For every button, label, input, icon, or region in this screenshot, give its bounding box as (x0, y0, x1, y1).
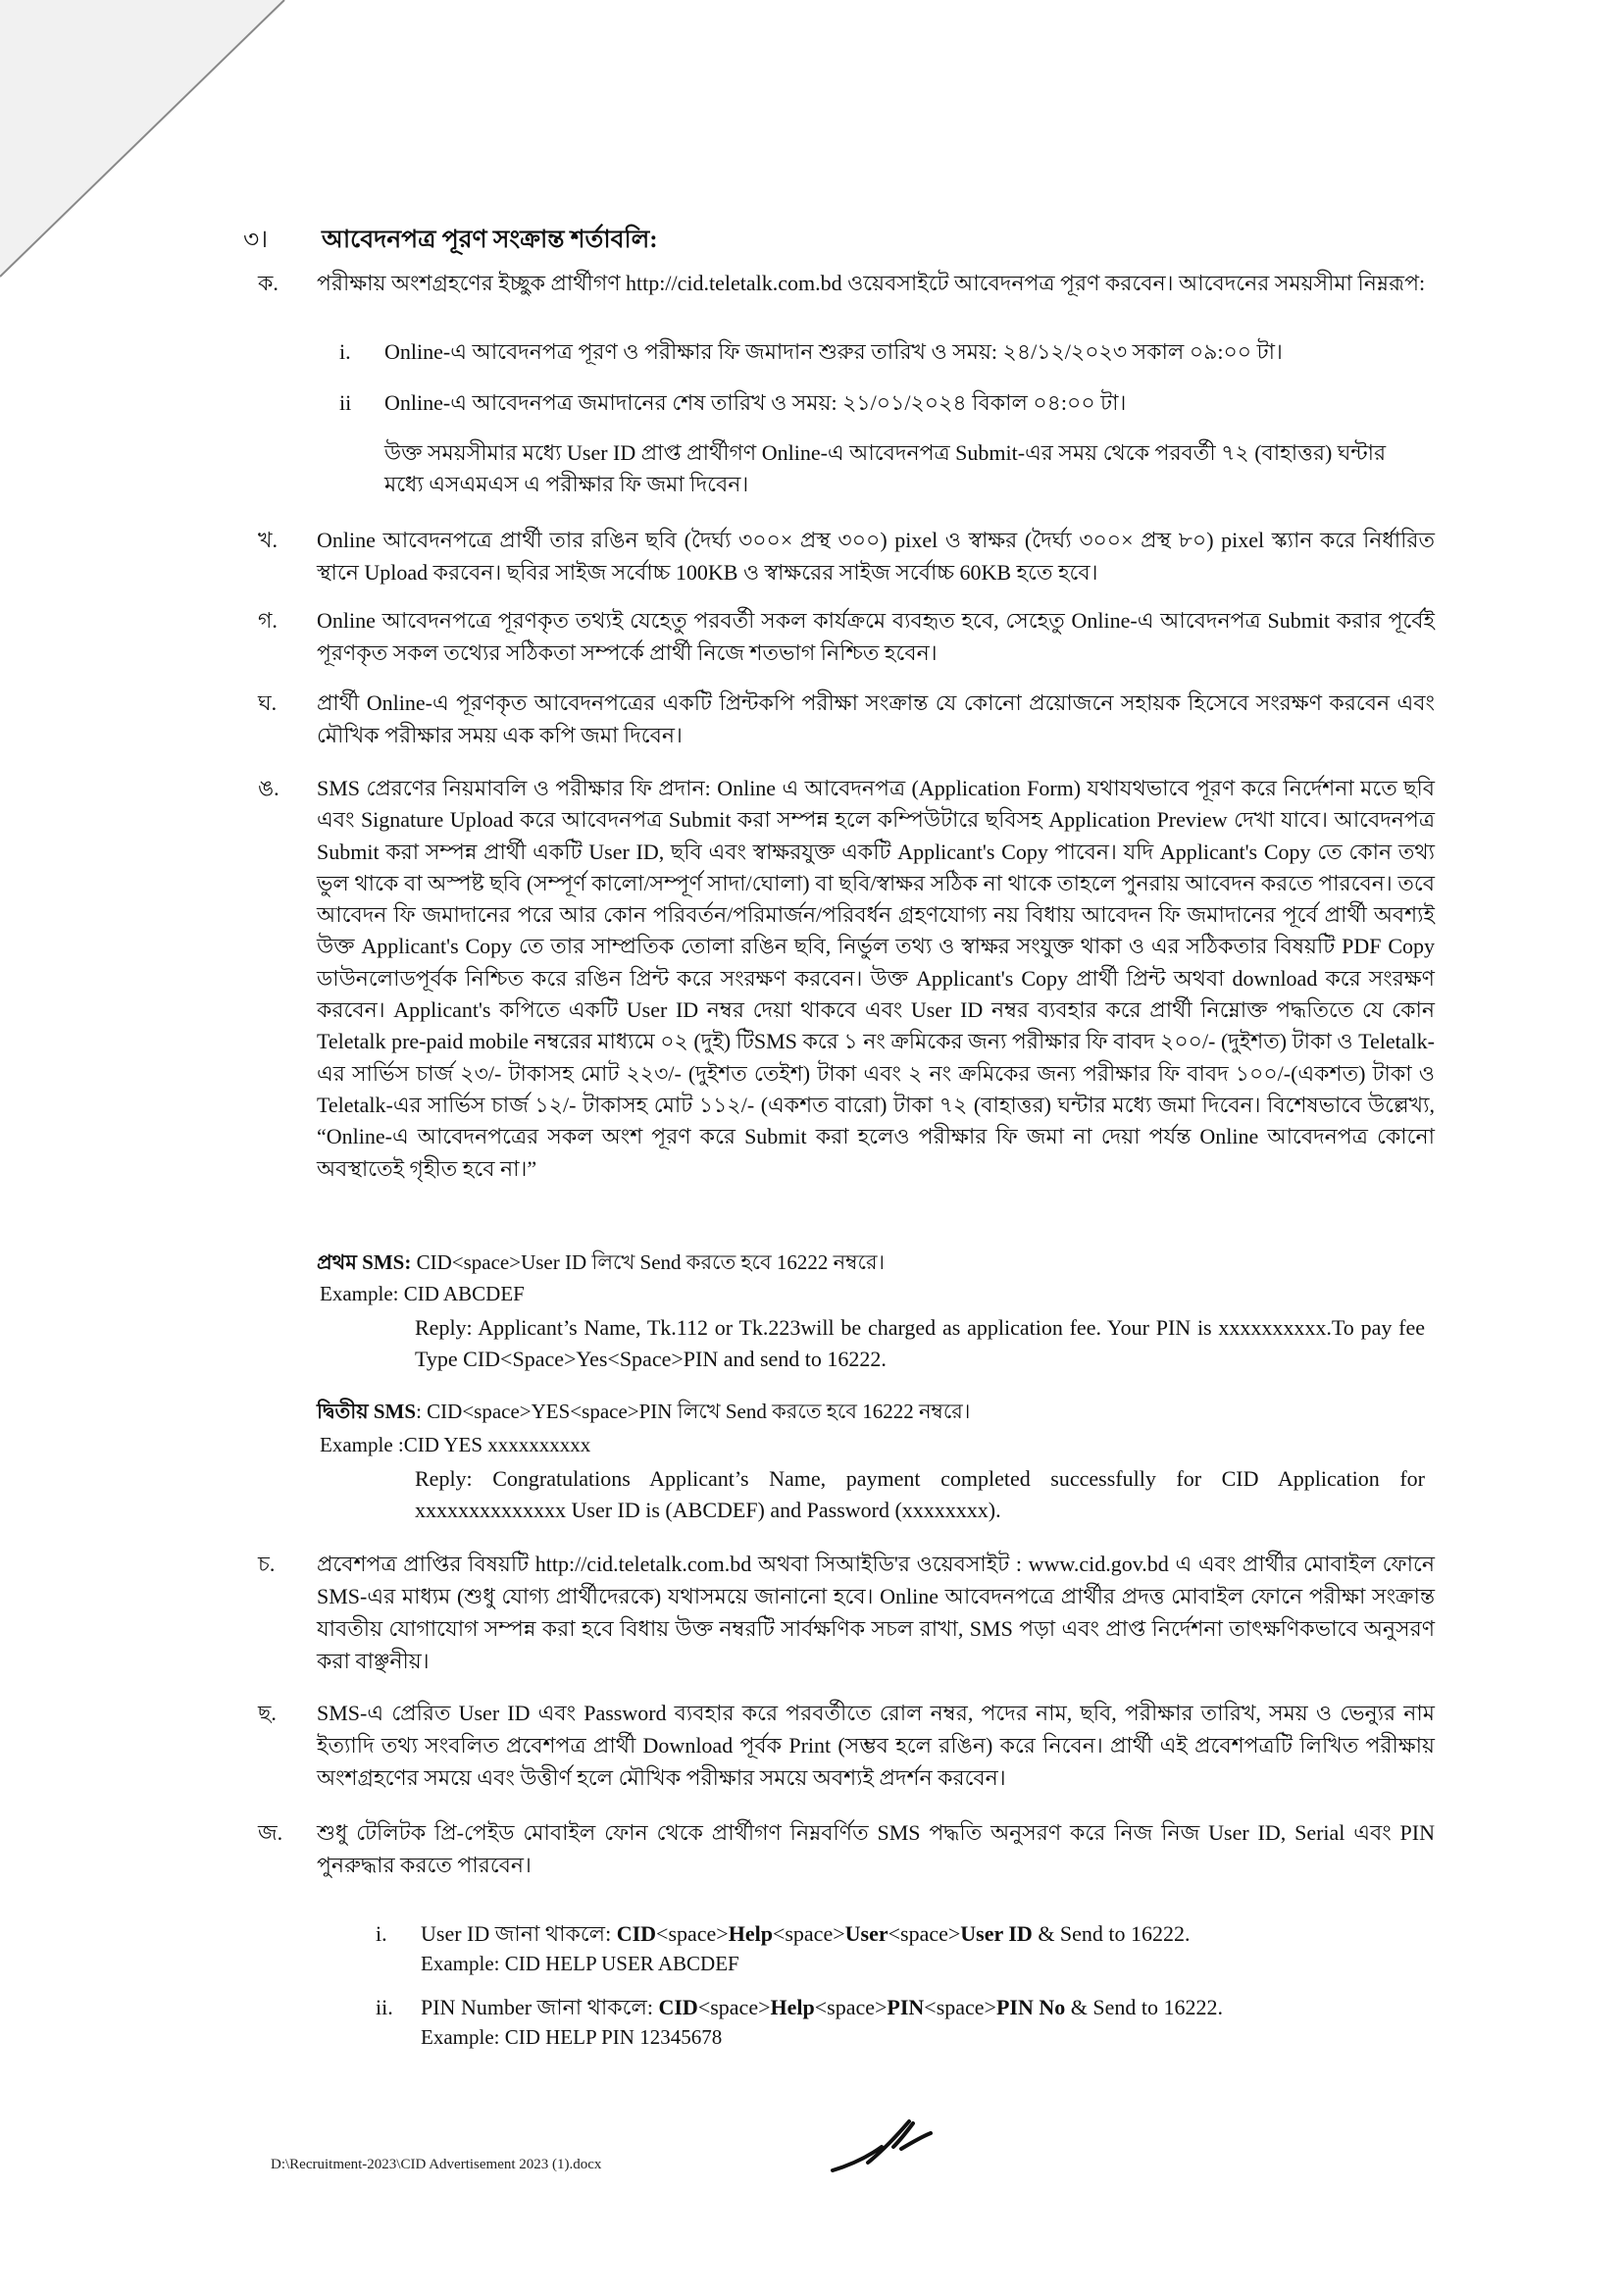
clause-text: Online আবেদনপত্রে পূরণকৃত তথ্যই যেহেতু পরবর্তী সকল কার্যক্রমে ব্যবহৃত হবে, সেহেতু Online-এ আবেদনপত্র Submit করার পূর্বেই পূরণকৃত সকল তথ্যের সঠিকতা সম্পর্কে প্রার্থী নিজে শতভাগ নিশ্চিত হবেন। (317, 608, 1435, 665)
clause-text: শুধু টেলিটক প্রি-পেইড মোবাইল ফোন থেকে প্রার্থীগণ নিম্নবর্ণিত SMS পদ্ধতি অনুসরণ করে নিজ নিজ User ID, Serial এবং PIN পুনরুদ্ধার করতে পারবেন। (317, 1820, 1435, 1877)
subitem-label: User ID জানা থাকলে: (421, 1921, 617, 1946)
clause-marker: খ. (258, 528, 278, 552)
sms-keyword: Help (770, 1995, 815, 2019)
clause-marker: ঘ. (258, 690, 278, 715)
subitem-text: Online-এ আবেদনপত্র জমাদানের শেষ তারিখ ও সময়: ২১/০১/২০২৪ বিকাল ০৪:০০ টা। (384, 390, 1127, 415)
clause-chha (258, 1697, 1435, 1794)
sms1-label: প্রথম SMS: (317, 1250, 412, 1274)
clause-text: প্রবেশপত্র প্রাপ্তির বিষয়টি http://cid.teletalk.com.bd অথবা সিআইডি'র ওয়েবসাইট : www.cid.gov.bd এ এবং প্রার্থীর মোবাইল ফোনে SMS-এর মাধ্যম (শুধু যোগ্য প্রার্থীদেরকে) যথাসময়ে জানানো হবে। Online আবেদনপত্রে প্রার্থীর প্রদত্ত মোবাইল ফোনে পরীক্ষা সংক্রান্ত যাবতীয় যোগাযোগ সম্পন্ন করা হবে বিধায় উক্ত নম্বরটি সার্বক্ষণিক সচল রাখা, SMS পড়া এবং প্রাপ্ত নির্দেশনা তাৎক্ষণিকভাবে অনুসরণ করা বাঞ্ছনীয়। (317, 1552, 1435, 1673)
sms-space-token: <space> (924, 1995, 996, 2019)
ka-note: উক্ত সময়সীমার মধ্যে User ID প্রাপ্ত প্রার্থীগণ Online-এ আবেদনপত্র Submit-এর সময় থেকে পরবর্তী ৭২ (বাহাত্তর) ঘন্টার মধ্যে এসএমএস এ পরীক্ষার ফি জমা দিবেন। (384, 440, 1387, 496)
subitem-text (421, 1991, 1435, 2023)
sms-space-token: <space> (656, 1921, 729, 1946)
clause-marker: গ. (258, 608, 278, 633)
subitem-example: Example: CID HELP USER ABCDEF (421, 1952, 739, 1975)
subitem-marker: ii (339, 390, 352, 415)
sms2-example: Example :CID YES xxxxxxxxxx (320, 1433, 591, 1456)
clause-ga (258, 604, 1435, 669)
ja-subitem-ii (376, 1991, 1435, 2051)
subitem-example: Example: CID HELP PIN 12345678 (421, 2025, 723, 2049)
subitem-tail: & Send to 16222. (1032, 1921, 1191, 1946)
sms-space-token: <space> (772, 1921, 845, 1946)
section-heading (243, 220, 658, 262)
sms-keyword: CID (658, 1995, 698, 2019)
sms-keyword: User (844, 1921, 888, 1946)
sms-keyword: PIN No (995, 1995, 1066, 2019)
sms-keyword: Help (728, 1921, 773, 1946)
footer-file-path: D:\Recruitment-2023\CID Advertisement 2023 (1).docx (271, 2157, 602, 2172)
clause-kha (258, 524, 1435, 588)
sms-keyword: PIN (887, 1995, 925, 2019)
clause-gha (258, 687, 1435, 751)
sms-space-token: <space> (888, 1921, 961, 1946)
sms2-reply: Reply: Congratulations Applicant’s Name, payment completed successfully for CID Application for xxxxxxxxxxxxxx User ID is (ABCDEF) and Password (xxxxxxxx). (415, 1466, 1425, 1522)
clause-marker: ঙ. (258, 776, 279, 800)
clause-text: SMS-এ প্রেরিত User ID এবং Password ব্যবহার করে পরবর্তীতে রোল নম্বর, পদের নাম, ছবি, পরীক্ষার তারিখ, সময় ও ভেন্যুর নাম ইত্যাদি তথ্য সংবলিত প্রবেশপত্র প্রার্থী Download পূর্বক Print (সম্ভব হলে রঙিন) করে নিবেন। প্রার্থী এই প্রবেশপত্রটি লিখিত পরীক্ষায় অংশগ্রহণের সময়ে এবং উত্তীর্ণ হলে মৌখিক পরীক্ষার সময়ে অবশ্যই প্রদর্শন করবেন। (317, 1701, 1435, 1790)
clause-marker: ছ. (258, 1701, 277, 1725)
clause-text: পরীক্ষায় অংশগ্রহণের ইচ্ছুক প্রার্থীগণ http://cid.teletalk.com.bd ওয়েবসাইটে আবেদনপত্র পূরণ করবেন। আবেদনের সময়সীমা নিম্নরূপ: (317, 271, 1426, 295)
subitem-text (421, 1917, 1435, 1950)
subitem-label: PIN Number জানা থাকলে: (421, 1995, 659, 2019)
subitem-tail: & Send to 16222. (1065, 1995, 1223, 2019)
sms-space-token: <space> (697, 1995, 771, 2019)
subitem-marker: i. (339, 339, 351, 364)
subitem-text: Online-এ আবেদনপত্র পূরণ ও পরীক্ষার ফি জমাদান শুরুর তারিখ ও সময়: ২৪/১২/২০২৩ সকাল ০৯:০০ টা। (384, 339, 1283, 364)
clause-text: প্রার্থী Online-এ পূরণকৃত আবেদনপত্রের একটি প্রিন্টকপি পরীক্ষা সংক্রান্ত যে কোনো প্রয়োজনে সহায়ক হিসেবে সংরক্ষণ করবেন এবং মৌখিক পরীক্ষার সময় এক কপি জমা দিবেন। (317, 690, 1435, 747)
sms-keyword: User ID (960, 1921, 1033, 1946)
subitem-marker: ii. (376, 1995, 393, 2019)
clause-umo (258, 773, 1435, 1185)
section-number: ৩। (243, 227, 269, 253)
subitem-marker: i. (376, 1921, 387, 1946)
clause-marker: চ. (258, 1552, 276, 1576)
ka-subitem-ii (339, 386, 1418, 419)
ka-subitem-i (339, 335, 1418, 368)
clause-text: Online আবেদনপত্রে প্রার্থী তার রঙিন ছবি (দৈর্ঘ্য ৩০০× প্রস্থ ৩০০) pixel ও স্বাক্ষর (দৈর্ঘ্য ৩০০× প্রস্থ ৮০) pixel স্ক্যান করে নির্ধারিত স্থানে Upload করবেন। ছবির সাইজ সর্বোচ্চ 100KB ও স্বাক্ষরের সাইজ সর্বোচ্চ 60KB হতে হবে। (317, 528, 1435, 585)
sms1-text: CID<space>User ID লিখে Send করতে হবে 16222 নম্বরে। (411, 1250, 886, 1274)
clause-text: SMS প্রেরণের নিয়মাবলি ও পরীক্ষার ফি প্রদান: Online এ আবেদনপত্র (Application Form) যথাযথভাবে পূরণ করে নির্দেশনা মতে ছবি এবং Signature Upload করে আবেদনপত্র Submit করা সম্পন্ন হলে কম্পিউটারে ছবিসহ Application Preview দেখা যাবে। আবেদনপত্র Submit করা সম্পন্ন প্রার্থী একটি User ID, ছবি এবং স্বাক্ষরযুক্ত একটি Applicant's Copy পাবেন। যদি Applicant's Copy তে কোন তথ্য ভুল থাকে বা অস্পষ্ট ছবি (সম্পূর্ণ কালো/সম্পূর্ণ সাদা/ঘোলা) বা ছবি/স্বাক্ষর সঠিক না থাকে তাহলে পুনরায় আবেদন করতে পারবেন। তবে আবেদন ফি জমাদানের পরে আর কোন পরিবর্তন/পরিমার্জন/পরিবর্ধন গ্রহণযোগ্য নয় বিধায় আবেদন ফি জমাদানের পূর্বে প্রার্থী অবশ্যই উক্ত Applicant's Copy তে তার সাম্প্রতিক তোলা রঙিন ছবি, নির্ভুল তথ্য ও স্বাক্ষর সংযুক্ত থাকা ও এর সঠিকতার বিষয়টি PDF Copy ডাউনলোডপূর্বক নিশ্চিত করে রঙিন প্রিন্ট করে সংরক্ষণ করবেন। উক্ত Applicant's Copy প্রার্থী প্রিন্ট অথবা download করে সংরক্ষণ করবেন। Applicant's কপিতে একটি User ID নম্বর দেয়া থাকবে এবং User ID নম্বর ব্যবহার করে প্রার্থী নিম্নোক্ত পদ্ধতিতে যে কোন Teletalk pre-paid mobile নম্বরের মাধ্যমে ০২ (দুই) টিSMS করে ১ নং ক্রমিকের জন্য পরীক্ষার ফি বাবদ ২০০/- (দুইশত) টাকা ও Teletalk-এর সার্ভিস চার্জ ২৩/- টাকাসহ মোট ২২৩/- (দুইশত তেইশ) টাকা এবং ২ নং ক্রমিকের জন্য পরীক্ষার ফি বাবদ ১০০/-(একশত) টাকা ও Teletalk-এর সার্ভিস চার্জ ১২/- টাকাসহ মোট ১১২/- (একশত বারো) টাকা ৭২ (বাহাত্তর) ঘন্টার মধ্যে জমা দিবেন। বিশেষভাবে উল্লেখ্য, “Online-এ আবেদনপত্রের সকল অংশ পূরণ করে Submit করা হলেও পরীক্ষার ফি জমা না দেয়া পর্যন্ত Online আবেদনপত্র কোনো অবস্থাতেই গৃহীত হবে না।” (317, 776, 1435, 1181)
clause-cha (258, 1548, 1435, 1677)
signature-mark (829, 2114, 937, 2182)
sms2-label: দ্বিতীয় SMS (317, 1400, 417, 1423)
sms1-example: Example: CID ABCDEF (320, 1282, 525, 1305)
sms-keyword: CID (616, 1921, 657, 1946)
section-title: আবেদনপত্র পূরণ সংক্রান্ত শর্তাবলি: (322, 227, 658, 253)
sms2-text: : CID<space>YES<space>PIN লিখে Send করতে হবে 16222 নম্বরে। (416, 1400, 971, 1423)
clause-ka (258, 267, 1435, 299)
sms-space-token: <space> (814, 1995, 888, 2019)
sms1-reply: Reply: Applicant’s Name, Tk.112 or Tk.223will be charged as application fee. Your PIN is xxxxxxxxxx.To pay fee Type CID<Space>Yes<Space>PIN and send to 16222. (415, 1315, 1425, 1371)
clause-marker: জ. (258, 1820, 283, 1845)
clause-marker: ক. (258, 271, 279, 295)
ja-subitem-i (376, 1917, 1435, 1977)
sms2-line (317, 1397, 970, 1426)
sms1-line (317, 1248, 885, 1277)
clause-ja (258, 1816, 1435, 1881)
